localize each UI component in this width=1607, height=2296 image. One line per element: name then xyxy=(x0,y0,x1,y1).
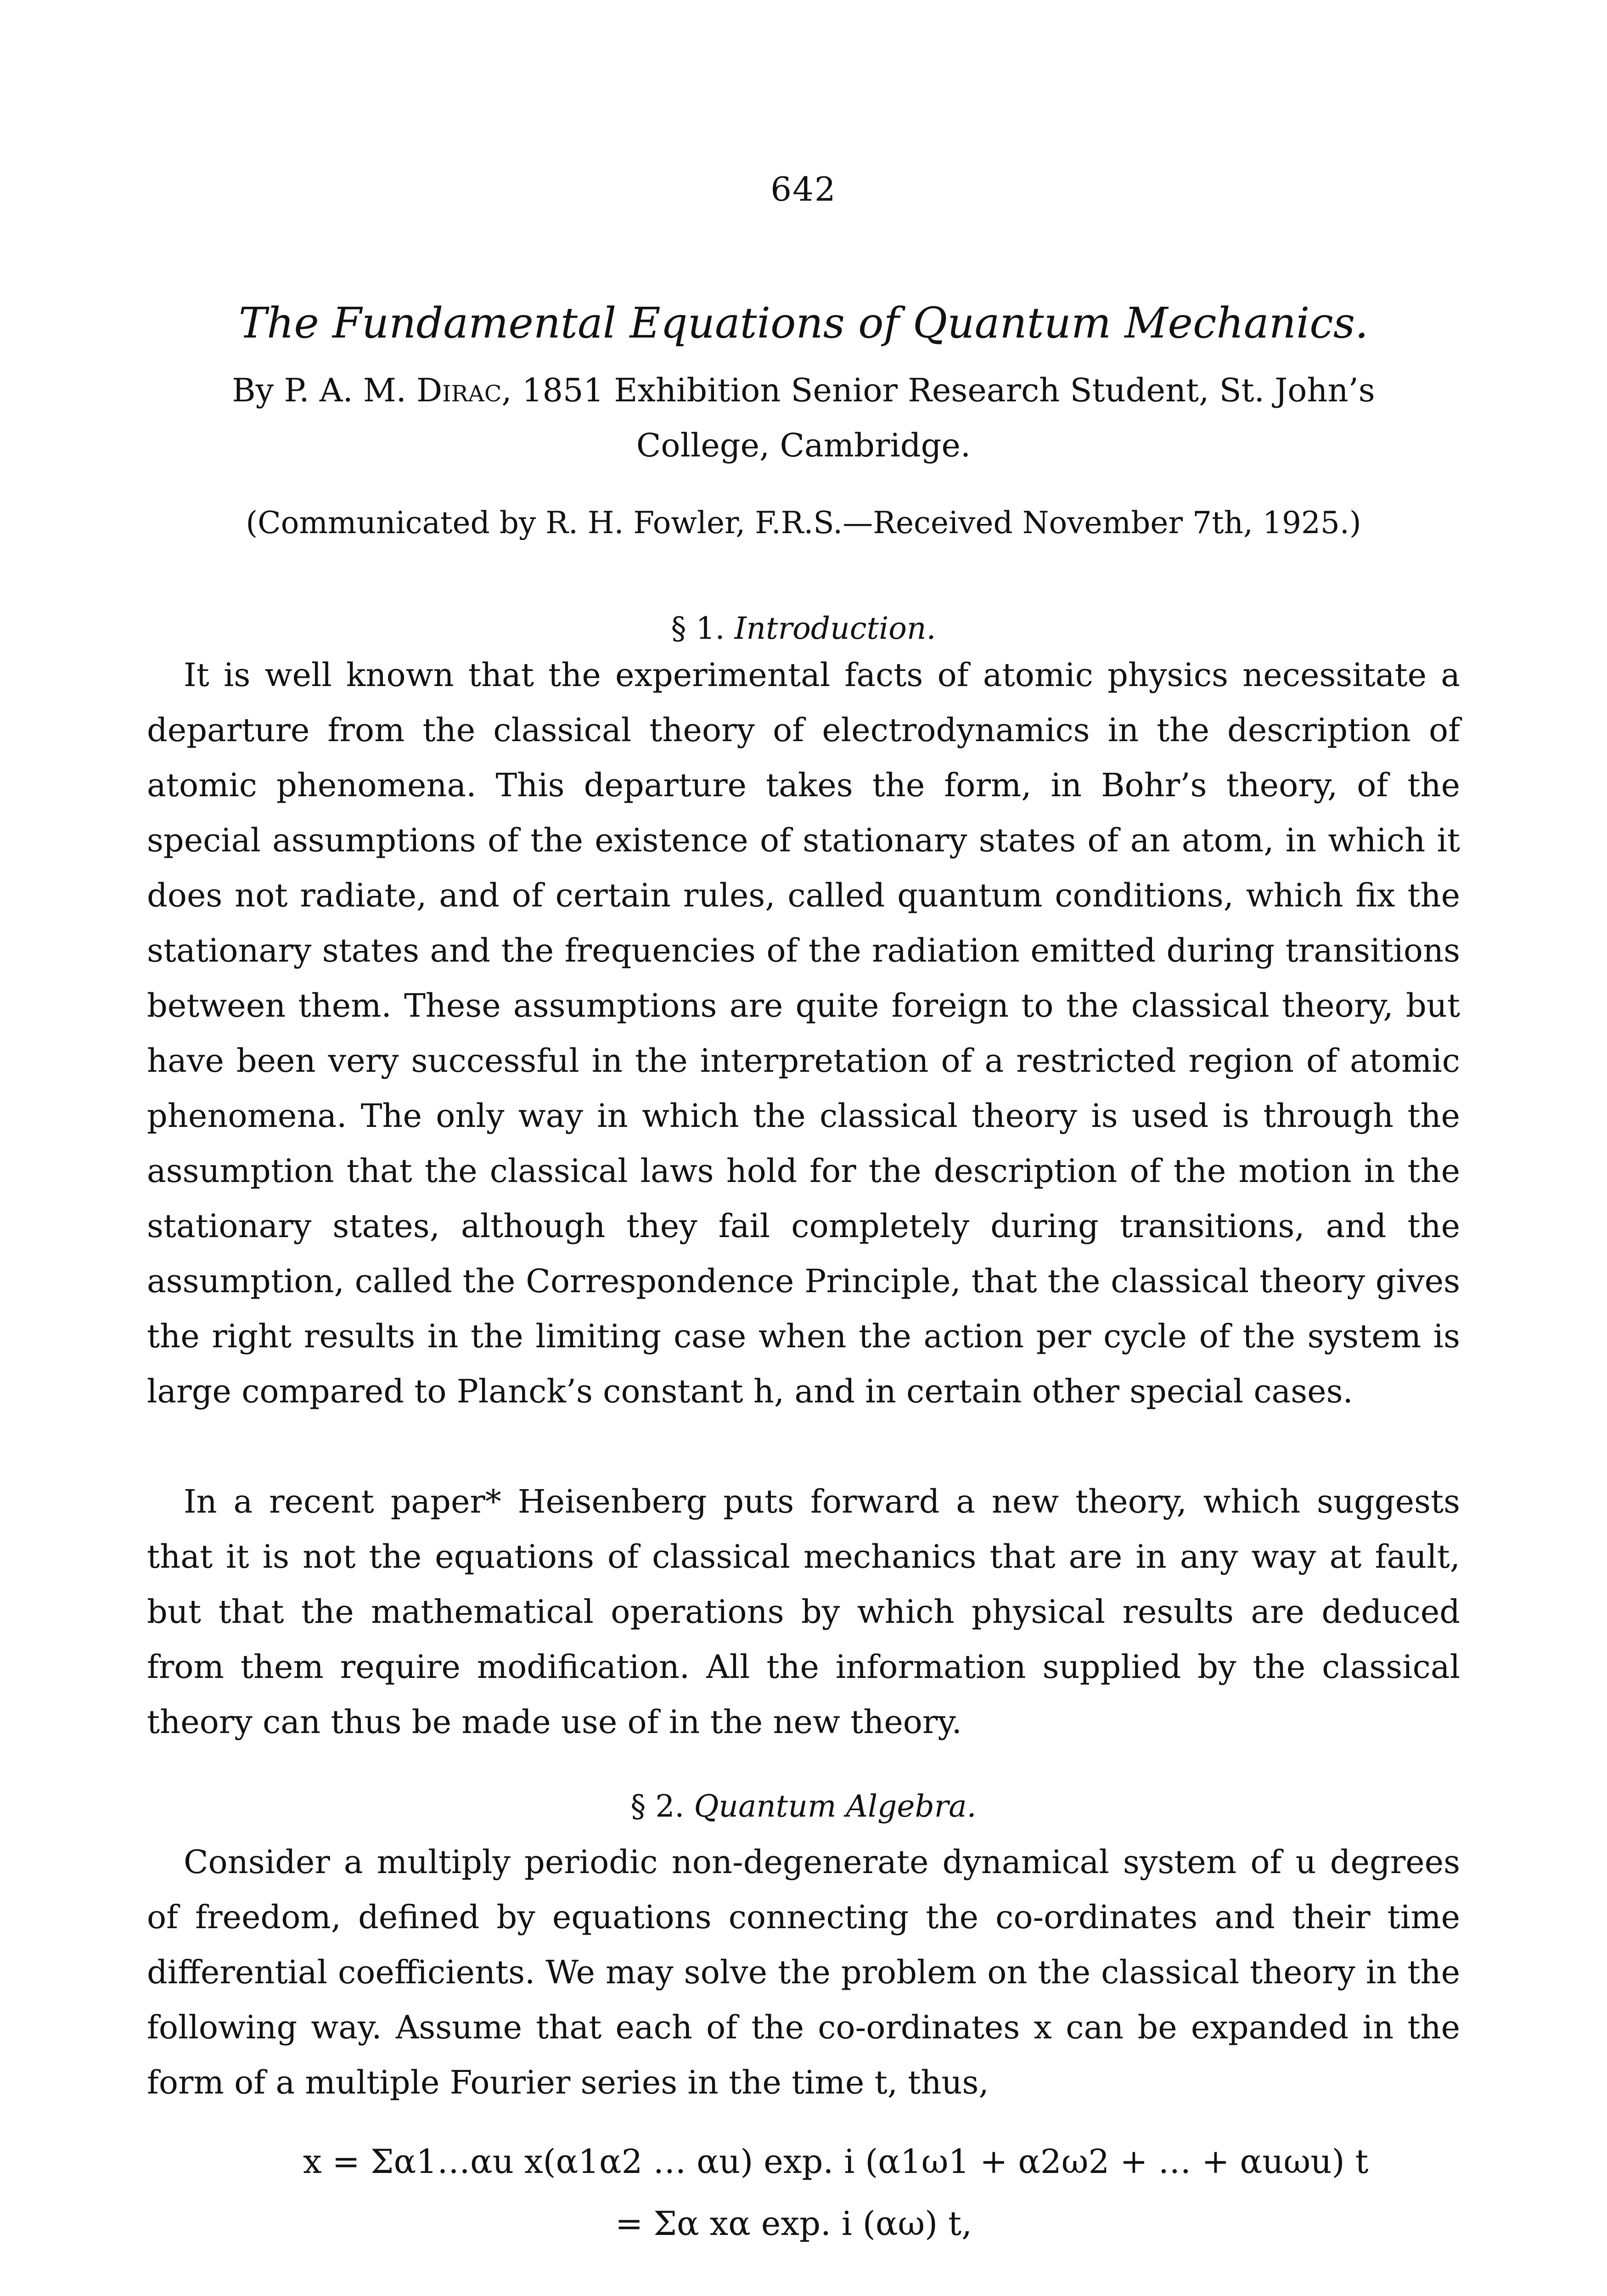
section-heading-quantum-algebra xyxy=(138,1789,1469,1824)
section-number: § 2. xyxy=(630,1789,685,1824)
author-name: P. A. M. Dirac xyxy=(284,371,502,409)
author-affiliation-line1: , 1851 Exhibition Senior Research Student, St. John’s xyxy=(501,371,1375,409)
section-title: Quantum Algebra. xyxy=(694,1789,977,1824)
intro-paragraph-2: In a recent paper* Heisenberg puts forward a new theory, which suggests that it is not the equations of classical mechanics that are in any way at fault, but that the mathematical operations by which physical results are deduced from them require modification. All the information supplied by the classical theory can thus be made use of in the new theory. xyxy=(147,1483,1460,1741)
intro-paragraph-1: It is well known that the experimental facts of atomic physics necessitate a departure from the classical theory of electrodynamics in the description of atomic phenomena. This departure takes the form, in Bohr’s theory, of the special assumptions of the existence of stationary states of an atom, in which it does not radiate, and of certain rules, called quantum conditions, which fix the stationary states and the frequencies of the radiation emitted during transitions between them. These assumptions are quite foreign to the classical theory, but have been very successful in the interpretation of a restricted region of atomic phenomena. The only way in which the classical theory is used is through the assumption that the classical laws hold for the description of the motion in the stationary states, although they fail completely during transitions, and the assumption, called the Correspondence Principle, that the classical theory gives the right results in the limiting case when the action per cycle of the system is large compared to Planck’s constant h, and in certain other special cases. xyxy=(147,656,1460,1410)
author-affiliation-line2: College, Cambridge. xyxy=(636,427,971,464)
author-by: By xyxy=(232,371,274,409)
equation-line1-text: x = Σα1…αu x(α1α2 … αu) exp. i (α1ω1 + α2ω2 + … + αuωu) t xyxy=(303,2142,1369,2181)
section-heading-introduction xyxy=(138,611,1469,646)
section-number: § 1. xyxy=(671,611,725,646)
author-block xyxy=(138,363,1469,473)
page-number: 642 xyxy=(770,170,837,208)
equation-fourier-series-line2 xyxy=(615,2204,972,2243)
equation-fourier-series-line1 xyxy=(303,2142,1369,2181)
algebra-paragraph-1: Consider a multiply periodic non-degenerate dynamical system of u degrees of freedom, defined by equations connecting the co-ordinates and their time differential coefficients. We may solve the problem on the classical theory in the following way. Assume that each of the co-ordinates x can be expanded in the form of a multiple Fourier series in the time t, thus, xyxy=(147,1843,1460,2101)
journal-page xyxy=(138,0,1469,2296)
communicated-line: (Communicated by R. H. Fowler, F.R.S.—Received November 7th, 1925.) xyxy=(246,505,1361,540)
paper-title: The Fundamental Equations of Quantum Mechanics. xyxy=(238,298,1369,348)
section-title: Introduction. xyxy=(734,611,936,646)
equation-line2-text: = Σα xα exp. i (αω) t, xyxy=(615,2204,972,2243)
